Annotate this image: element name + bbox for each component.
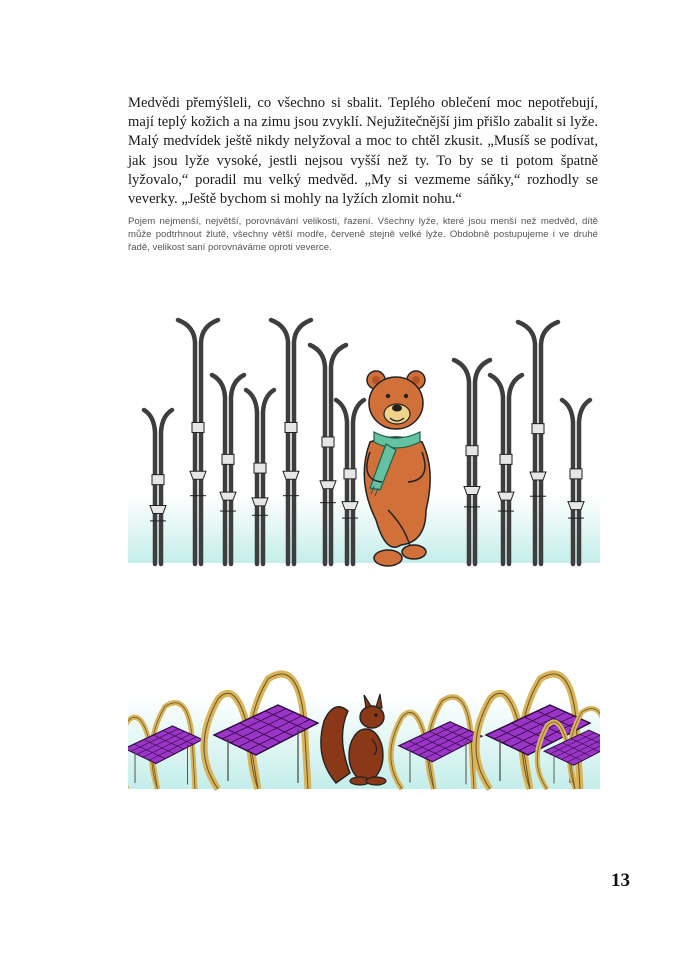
skis-and-bear-illustration: [128, 310, 600, 570]
instruction-note: Pojem nejmenší, největší, porovnávání velikosti, řazení. Všechny lyže, které jsou menší než medvěd, dítě může podtrhnout žlutě, všechny větší modře, červeně stejně velké lyže. Obdobně postupujeme i ve druhé řadě, velikost saní porovnáváme oproti veverce.: [128, 216, 598, 254]
sleds-and-squirrel-illustration: [128, 655, 600, 795]
story-paragraph: Medvědi přemýšleli, co všechno si sbalit. Teplého oblečení moc nepotřebují, mají teplý kožich a na zimu jsou zvyklí. Nejužitečnější jim přišlo zabalit si lyže. Malý medvídek ještě nikdy nelyžoval a moc to chtěl zkusit. „Musíš se podívat, jak jsou lyže vysoké, jestli nejsou vyšší než ty. To by se ti potom špatně lyžovalo,“ poradil mu velký medvěd. „My si vezmeme sáňky,“ rozhodly se veverky. „Ještě bychom si mohly na lyžích zlomit nohu.“: [128, 95, 598, 208]
page-number: 13: [611, 870, 630, 891]
